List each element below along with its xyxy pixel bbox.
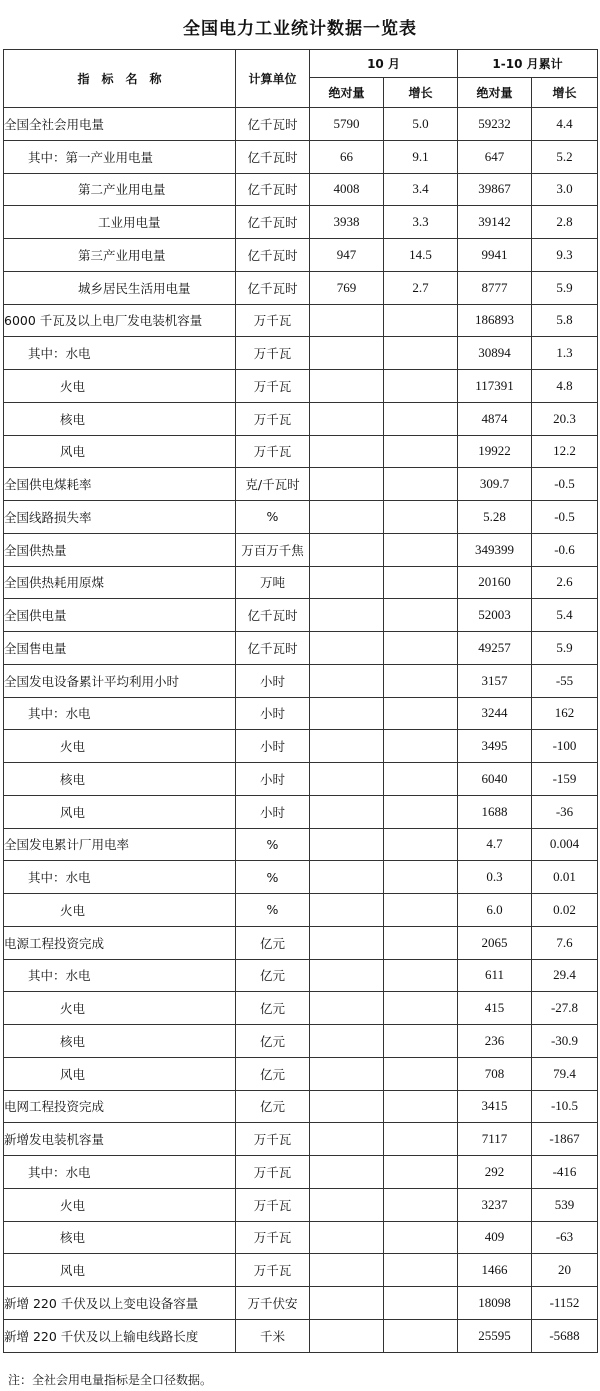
row-name: 风电 (4, 795, 236, 828)
row-name: 其中：水电 (4, 697, 236, 730)
month-absolute (310, 795, 384, 828)
month-growth (384, 501, 458, 534)
cumulative-growth: -1152 (532, 1287, 598, 1320)
cumulative-absolute: 8777 (458, 271, 532, 304)
row-name: 全国发电设备累计平均利用小时 (4, 664, 236, 697)
page-title: 全国电力工业统计数据一览表 (183, 19, 417, 39)
table-row (4, 468, 598, 501)
month-absolute: 947 (310, 239, 384, 272)
cumulative-absolute: 9941 (458, 239, 532, 272)
month-absolute: 66 (310, 140, 384, 173)
row-name: 核电 (4, 763, 236, 796)
row-name: 全国线路损失率 (4, 501, 236, 534)
month-absolute (310, 402, 384, 435)
cumulative-growth: 20.3 (532, 402, 598, 435)
table-row (4, 1156, 598, 1189)
month-growth (384, 370, 458, 403)
row-unit: 亿元 (236, 992, 310, 1025)
row-unit: 亿千瓦时 (236, 239, 310, 272)
cumulative-absolute: 0.3 (458, 861, 532, 894)
row-name: 城乡居民生活用电量 (4, 271, 236, 304)
month-growth (384, 304, 458, 337)
row-unit: 亿千瓦时 (236, 271, 310, 304)
header-cumulative: 1-10 月累计 (458, 50, 598, 78)
month-growth (384, 1156, 458, 1189)
cumulative-absolute: 186893 (458, 304, 532, 337)
cumulative-absolute: 117391 (458, 370, 532, 403)
cumulative-absolute: 49257 (458, 632, 532, 665)
cumulative-growth: 29.4 (532, 959, 598, 992)
row-unit: 万千瓦 (236, 402, 310, 435)
row-unit: 亿千瓦时 (236, 140, 310, 173)
header-cumulative-growth: 增长 (532, 78, 598, 108)
month-absolute (310, 992, 384, 1025)
table-row (4, 1287, 598, 1320)
row-unit: 亿千瓦时 (236, 599, 310, 632)
table-row (4, 140, 598, 173)
month-growth: 2.7 (384, 271, 458, 304)
cumulative-absolute: 4.7 (458, 828, 532, 861)
cumulative-absolute: 4874 (458, 402, 532, 435)
statistics-table (3, 49, 598, 1353)
table-row (4, 926, 598, 959)
header-month-absolute: 绝对量 (310, 78, 384, 108)
cumulative-absolute: 236 (458, 1025, 532, 1058)
table-row (4, 828, 598, 861)
row-name: 新增 220 千伏及以上输电线路长度 (4, 1319, 236, 1352)
cumulative-absolute: 25595 (458, 1319, 532, 1352)
row-unit: 万千伏安 (236, 1287, 310, 1320)
month-absolute (310, 697, 384, 730)
month-absolute (310, 1025, 384, 1058)
cumulative-absolute: 3157 (458, 664, 532, 697)
cumulative-growth: -0.6 (532, 533, 598, 566)
cumulative-absolute: 3237 (458, 1188, 532, 1221)
month-absolute (310, 861, 384, 894)
row-unit: 亿千瓦时 (236, 108, 310, 141)
month-growth (384, 1287, 458, 1320)
table-row (4, 992, 598, 1025)
month-growth: 3.3 (384, 206, 458, 239)
month-absolute (310, 468, 384, 501)
row-name: 全国供热量 (4, 533, 236, 566)
row-name: 全国供电煤耗率 (4, 468, 236, 501)
month-absolute (310, 664, 384, 697)
row-name: 全国发电累计厂用电率 (4, 828, 236, 861)
table-row (4, 566, 598, 599)
cumulative-growth: 5.8 (532, 304, 598, 337)
row-name: 核电 (4, 402, 236, 435)
month-growth (384, 533, 458, 566)
cumulative-growth: -55 (532, 664, 598, 697)
month-growth (384, 828, 458, 861)
row-name: 火电 (4, 894, 236, 927)
row-name: 其中：第一产业用电量 (4, 140, 236, 173)
row-unit: 小时 (236, 795, 310, 828)
month-absolute: 4008 (310, 173, 384, 206)
table-row (4, 206, 598, 239)
table-row (4, 599, 598, 632)
cumulative-absolute: 39867 (458, 173, 532, 206)
row-unit: 小时 (236, 730, 310, 763)
header-name: 指 标 名 称 (4, 50, 236, 108)
cumulative-absolute: 3244 (458, 697, 532, 730)
cumulative-absolute: 30894 (458, 337, 532, 370)
cumulative-absolute: 3495 (458, 730, 532, 763)
row-unit: 万千瓦 (236, 304, 310, 337)
row-name: 风电 (4, 1254, 236, 1287)
month-absolute (310, 370, 384, 403)
cumulative-absolute: 59232 (458, 108, 532, 141)
table-row (4, 1221, 598, 1254)
row-name: 第二产业用电量 (4, 173, 236, 206)
row-unit: 万千瓦 (236, 1123, 310, 1156)
month-absolute (310, 435, 384, 468)
month-growth (384, 1188, 458, 1221)
row-name: 电源工程投资完成 (4, 926, 236, 959)
row-unit: 万千瓦 (236, 1156, 310, 1189)
cumulative-absolute: 309.7 (458, 468, 532, 501)
cumulative-absolute: 6.0 (458, 894, 532, 927)
month-growth (384, 861, 458, 894)
table-row (4, 1090, 598, 1123)
month-growth (384, 894, 458, 927)
row-unit: 小时 (236, 763, 310, 796)
row-unit: 万千瓦 (236, 1221, 310, 1254)
cumulative-growth: 20 (532, 1254, 598, 1287)
cumulative-absolute: 292 (458, 1156, 532, 1189)
table-row (4, 108, 598, 141)
cumulative-growth: 4.8 (532, 370, 598, 403)
table-row (4, 239, 598, 272)
table-row (4, 173, 598, 206)
cumulative-growth: 2.6 (532, 566, 598, 599)
cumulative-growth: -1867 (532, 1123, 598, 1156)
cumulative-absolute: 52003 (458, 599, 532, 632)
footnote: 注：全社会用电量指标是全口径数据。 (8, 1373, 213, 1387)
month-growth (384, 664, 458, 697)
cumulative-growth: -30.9 (532, 1025, 598, 1058)
month-growth (384, 1254, 458, 1287)
month-growth (384, 1057, 458, 1090)
cumulative-growth: 5.4 (532, 599, 598, 632)
cumulative-growth: 4.4 (532, 108, 598, 141)
row-unit: 亿元 (236, 959, 310, 992)
row-name: 火电 (4, 730, 236, 763)
row-unit: 万千瓦 (236, 1254, 310, 1287)
row-unit: 亿千瓦时 (236, 632, 310, 665)
row-unit: 小时 (236, 664, 310, 697)
table-row (4, 1254, 598, 1287)
table-row (4, 1123, 598, 1156)
row-unit: 万吨 (236, 566, 310, 599)
month-absolute: 769 (310, 271, 384, 304)
month-growth (384, 1090, 458, 1123)
month-absolute (310, 926, 384, 959)
cumulative-absolute: 18098 (458, 1287, 532, 1320)
row-unit: % (236, 894, 310, 927)
month-absolute (310, 337, 384, 370)
month-absolute (310, 1221, 384, 1254)
month-growth (384, 959, 458, 992)
month-absolute (310, 1319, 384, 1352)
month-growth (384, 697, 458, 730)
month-absolute (310, 1188, 384, 1221)
table-row (4, 1188, 598, 1221)
month-absolute (310, 1057, 384, 1090)
row-name: 新增 220 千伏及以上变电设备容量 (4, 1287, 236, 1320)
table-row (4, 763, 598, 796)
month-growth (384, 730, 458, 763)
cumulative-growth: 5.2 (532, 140, 598, 173)
row-unit: % (236, 861, 310, 894)
month-growth (384, 1123, 458, 1156)
cumulative-growth: 0.004 (532, 828, 598, 861)
cumulative-growth: 79.4 (532, 1057, 598, 1090)
cumulative-absolute: 647 (458, 140, 532, 173)
month-growth (384, 1319, 458, 1352)
cumulative-growth: -0.5 (532, 501, 598, 534)
table-row (4, 337, 598, 370)
row-unit: 亿千瓦时 (236, 206, 310, 239)
row-unit: 万千瓦 (236, 337, 310, 370)
cumulative-growth: 7.6 (532, 926, 598, 959)
cumulative-growth: -0.5 (532, 468, 598, 501)
table-row (4, 959, 598, 992)
row-unit: 万千瓦 (236, 435, 310, 468)
month-growth: 14.5 (384, 239, 458, 272)
row-name: 风电 (4, 1057, 236, 1090)
table-row (4, 1025, 598, 1058)
table-row (4, 271, 598, 304)
cumulative-absolute: 19922 (458, 435, 532, 468)
row-unit: 万千瓦 (236, 1188, 310, 1221)
cumulative-growth: 0.02 (532, 894, 598, 927)
month-absolute (310, 730, 384, 763)
cumulative-growth: 5.9 (532, 271, 598, 304)
header-month-growth: 增长 (384, 78, 458, 108)
table-row (4, 1319, 598, 1352)
month-absolute: 5790 (310, 108, 384, 141)
month-growth (384, 795, 458, 828)
month-growth (384, 566, 458, 599)
row-name: 风电 (4, 435, 236, 468)
row-unit: 克/千瓦时 (236, 468, 310, 501)
row-name: 全国供电量 (4, 599, 236, 632)
row-name: 全国售电量 (4, 632, 236, 665)
row-unit: 亿元 (236, 1025, 310, 1058)
header-unit: 计算单位 (236, 50, 310, 108)
row-name: 核电 (4, 1221, 236, 1254)
month-growth: 3.4 (384, 173, 458, 206)
month-absolute: 3938 (310, 206, 384, 239)
cumulative-growth: 9.3 (532, 239, 598, 272)
cumulative-growth: 3.0 (532, 173, 598, 206)
row-unit: 亿元 (236, 1057, 310, 1090)
row-unit: 万百万千焦 (236, 533, 310, 566)
month-growth (384, 402, 458, 435)
cumulative-absolute: 5.28 (458, 501, 532, 534)
row-name: 其中：水电 (4, 959, 236, 992)
row-name: 其中：水电 (4, 337, 236, 370)
cumulative-growth: -10.5 (532, 1090, 598, 1123)
row-name: 其中：水电 (4, 861, 236, 894)
table-row (4, 435, 598, 468)
row-name: 新增发电装机容量 (4, 1123, 236, 1156)
cumulative-absolute: 3415 (458, 1090, 532, 1123)
month-absolute (310, 1156, 384, 1189)
month-growth: 5.0 (384, 108, 458, 141)
cumulative-absolute: 611 (458, 959, 532, 992)
row-name: 全国供热耗用原煤 (4, 566, 236, 599)
row-name: 核电 (4, 1025, 236, 1058)
cumulative-absolute: 1466 (458, 1254, 532, 1287)
row-unit: % (236, 501, 310, 534)
month-absolute (310, 894, 384, 927)
month-growth (384, 632, 458, 665)
month-absolute (310, 828, 384, 861)
cumulative-growth: 5.9 (532, 632, 598, 665)
row-name: 第三产业用电量 (4, 239, 236, 272)
month-absolute (310, 566, 384, 599)
month-absolute (310, 501, 384, 534)
month-absolute (310, 632, 384, 665)
row-unit: 亿元 (236, 926, 310, 959)
month-growth (384, 599, 458, 632)
cumulative-absolute: 2065 (458, 926, 532, 959)
row-unit: % (236, 828, 310, 861)
row-name: 工业用电量 (4, 206, 236, 239)
cumulative-growth: -5688 (532, 1319, 598, 1352)
month-growth (384, 1221, 458, 1254)
row-unit: 亿千瓦时 (236, 173, 310, 206)
table-row (4, 370, 598, 403)
cumulative-growth: -27.8 (532, 992, 598, 1025)
row-name: 6000 千瓦及以上电厂发电装机容量 (4, 304, 236, 337)
month-absolute (310, 1123, 384, 1156)
table-row (4, 894, 598, 927)
cumulative-growth: -159 (532, 763, 598, 796)
cumulative-growth: 0.01 (532, 861, 598, 894)
cumulative-absolute: 349399 (458, 533, 532, 566)
month-growth (384, 468, 458, 501)
table-row (4, 304, 598, 337)
row-unit: 万千瓦 (236, 370, 310, 403)
cumulative-growth: 162 (532, 697, 598, 730)
month-absolute (310, 1287, 384, 1320)
month-growth (384, 992, 458, 1025)
table-row (4, 730, 598, 763)
cumulative-growth: -416 (532, 1156, 598, 1189)
cumulative-absolute: 708 (458, 1057, 532, 1090)
row-unit: 千米 (236, 1319, 310, 1352)
table-row (4, 664, 598, 697)
month-growth (384, 337, 458, 370)
cumulative-absolute: 39142 (458, 206, 532, 239)
cumulative-growth: 539 (532, 1188, 598, 1221)
month-absolute (310, 304, 384, 337)
table-header-row (4, 50, 598, 78)
table-row (4, 795, 598, 828)
cumulative-absolute: 6040 (458, 763, 532, 796)
month-absolute (310, 1090, 384, 1123)
cumulative-growth: -63 (532, 1221, 598, 1254)
month-growth (384, 763, 458, 796)
table-row (4, 501, 598, 534)
cumulative-growth: 2.8 (532, 206, 598, 239)
header-month: 10 月 (310, 50, 458, 78)
table-row (4, 533, 598, 566)
table-row (4, 697, 598, 730)
row-name: 电网工程投资完成 (4, 1090, 236, 1123)
month-growth (384, 1025, 458, 1058)
cumulative-growth: -100 (532, 730, 598, 763)
row-name: 火电 (4, 370, 236, 403)
cumulative-growth: 12.2 (532, 435, 598, 468)
cumulative-growth: 1.3 (532, 337, 598, 370)
row-unit: 小时 (236, 697, 310, 730)
table-row (4, 402, 598, 435)
month-absolute (310, 1254, 384, 1287)
month-growth (384, 926, 458, 959)
row-name: 火电 (4, 992, 236, 1025)
table-row (4, 632, 598, 665)
row-name: 火电 (4, 1188, 236, 1221)
table-row (4, 1057, 598, 1090)
cumulative-absolute: 7117 (458, 1123, 532, 1156)
month-absolute (310, 599, 384, 632)
cumulative-absolute: 415 (458, 992, 532, 1025)
cumulative-absolute: 20160 (458, 566, 532, 599)
cumulative-growth: -36 (532, 795, 598, 828)
month-absolute (310, 763, 384, 796)
month-absolute (310, 959, 384, 992)
cumulative-absolute: 1688 (458, 795, 532, 828)
month-absolute (310, 533, 384, 566)
header-cumulative-absolute: 绝对量 (458, 78, 532, 108)
row-name: 全国全社会用电量 (4, 108, 236, 141)
month-growth: 9.1 (384, 140, 458, 173)
row-name: 其中：水电 (4, 1156, 236, 1189)
row-unit: 亿元 (236, 1090, 310, 1123)
cumulative-absolute: 409 (458, 1221, 532, 1254)
month-growth (384, 435, 458, 468)
table-row (4, 861, 598, 894)
